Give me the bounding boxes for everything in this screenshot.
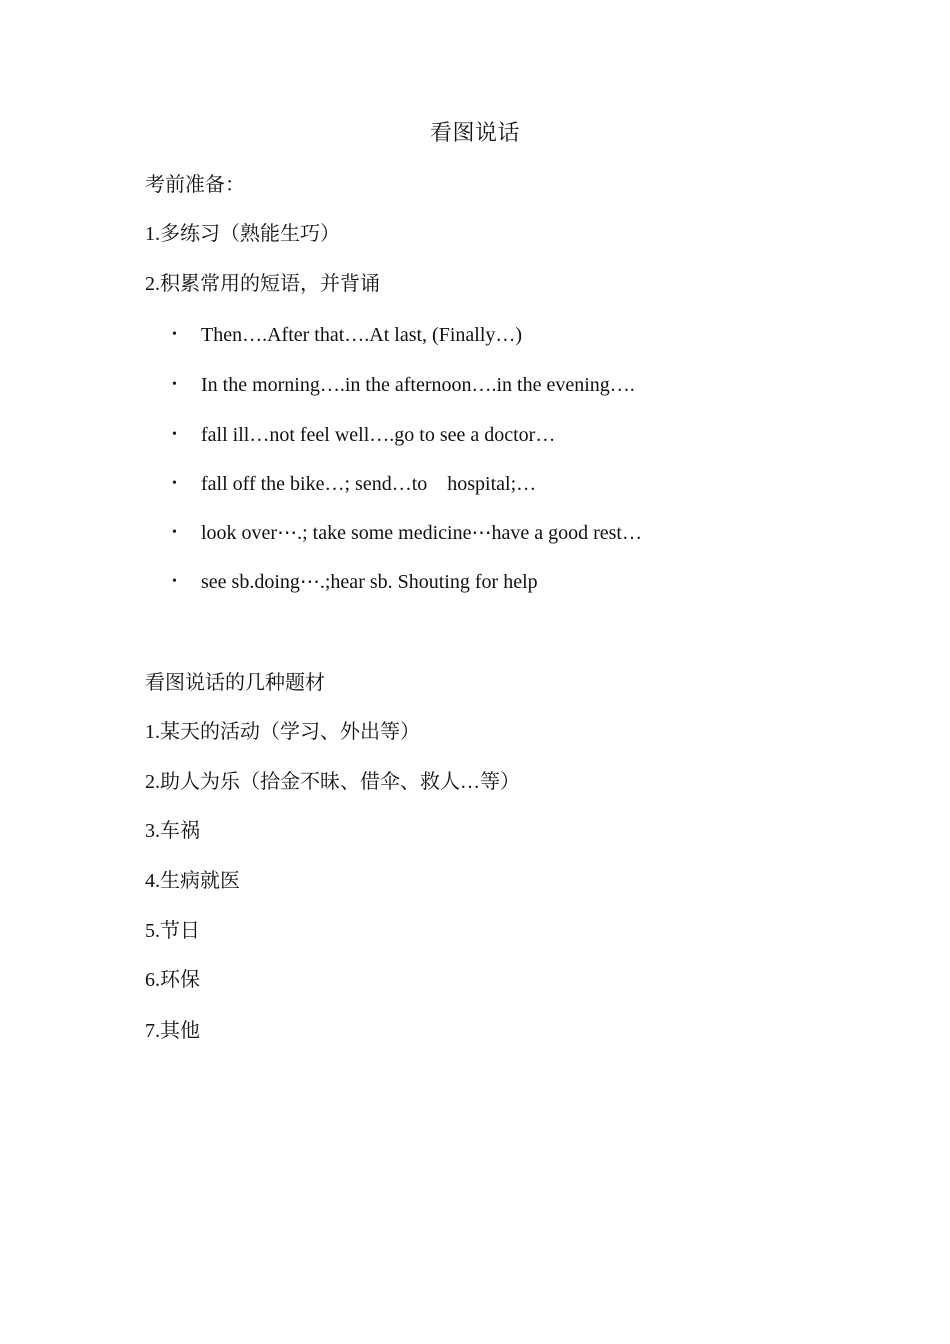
phrase-item: Then….After that….At last, (Finally…): [201, 324, 523, 346]
topic-item: 2.助人为乐（拾金不昧、借伞、救人…等）: [145, 771, 520, 793]
bullet-icon: •: [172, 377, 177, 392]
phrase-item: look over⋯.; take some medicine⋯have a good rest…: [201, 522, 642, 544]
phrase-item: fall off the bike…; send…to hospital;…: [201, 473, 537, 495]
prep-heading: 考前准备：: [145, 174, 245, 196]
phrase-item: fall ill…not feel well….go to see a doctor…: [201, 424, 556, 446]
topic-item: 6.环保: [145, 969, 200, 991]
topic-item: 5.节日: [145, 920, 200, 942]
prep-item: 2.积累常用的短语，并背诵: [145, 273, 380, 295]
bullet-icon: •: [172, 525, 177, 540]
topic-item: 7.其他: [145, 1020, 200, 1042]
topics-heading: 看图说话的几种题材: [145, 672, 325, 694]
bullet-icon: •: [172, 476, 177, 491]
page-title: 看图说话: [429, 121, 520, 146]
topic-item: 1.某天的活动（学习、外出等）: [145, 721, 420, 743]
phrase-item: see sb.doing⋯.;hear sb. Shouting for help: [201, 571, 538, 593]
topic-item: 4.生病就医: [145, 870, 240, 892]
topic-item: 3.车祸: [145, 820, 200, 842]
bullet-icon: •: [172, 427, 177, 442]
bullet-icon: •: [172, 327, 177, 342]
bullet-icon: •: [172, 574, 177, 589]
phrase-item: In the morning….in the afternoon….in the evening….: [201, 374, 635, 396]
prep-item: 1.多练习（熟能生巧）: [145, 223, 340, 245]
